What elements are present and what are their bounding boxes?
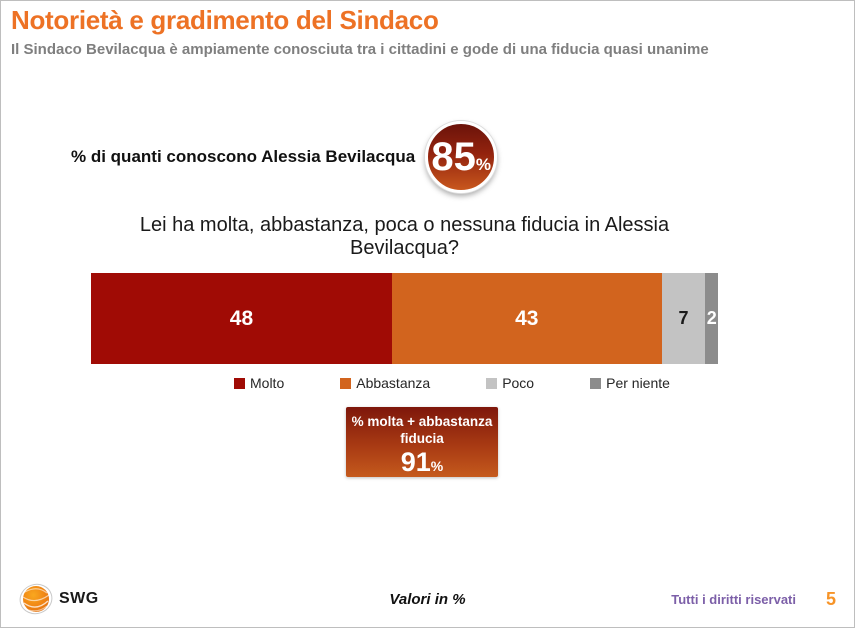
summary-label-line2: fiducia [400, 430, 444, 446]
legend-item-poco [486, 375, 534, 391]
awareness-percent-sign: % [475, 155, 491, 174]
awareness-row [71, 120, 854, 194]
awareness-badge [425, 121, 497, 193]
footer-note: Valori in % [389, 590, 466, 608]
page-subtitle: Il Sindaco Bevilacqua è ampiamente conosciuta tra i cittadini e gode di una fiducia quasi unanime [11, 41, 709, 58]
page-title: Notorietà e gradimento del Sindaco [11, 5, 439, 35]
bar-segment-per-niente: 2 [705, 273, 718, 364]
legend-label-poco: Poco [502, 375, 535, 391]
awareness-value: 85 [431, 135, 476, 179]
bar-segment-abbastanza: 43 [392, 273, 662, 364]
bar-segment-molto: 48 [91, 273, 392, 364]
summary-percent-sign: % [430, 457, 444, 474]
summary-box [346, 407, 498, 477]
swg-logo-text: SWG [59, 590, 99, 607]
swg-globe-icon [19, 582, 53, 616]
legend-swatch-molto [234, 378, 245, 389]
legend-swatch-per-niente [590, 378, 601, 389]
legend-swatch-abbastanza [340, 378, 351, 389]
summary-value [346, 448, 498, 478]
legend-item-abbastanza [340, 375, 430, 391]
legend-item-molto [234, 375, 284, 391]
footer [1, 577, 854, 627]
summary-label [346, 414, 498, 448]
legend-swatch-poco [486, 378, 497, 389]
bar-segment-poco: 7 [662, 273, 706, 364]
chart-question: Lei ha molta, abbastanza, poca o nessuna fiducia in Alessia Bevilacqua? [139, 214, 670, 259]
legend-label-per-niente: Per niente [606, 375, 670, 391]
legend-label-abbastanza: Abbastanza [356, 375, 431, 391]
legend-item-per-niente [590, 375, 670, 391]
swg-logo [19, 582, 289, 616]
rights-text: Tutti i diritti riservati [671, 591, 796, 607]
legend-label-molto: Molto [250, 375, 285, 391]
stacked-bar [91, 273, 718, 364]
summary-value-number: 91 [400, 446, 431, 477]
legend [234, 375, 854, 391]
page-number: 5 [825, 588, 836, 609]
footer-right [566, 589, 836, 610]
awareness-label: % di quanti conoscono Alessia Bevilacqua [71, 147, 416, 166]
summary-label-line1: % molta + abbastanza [351, 414, 493, 429]
